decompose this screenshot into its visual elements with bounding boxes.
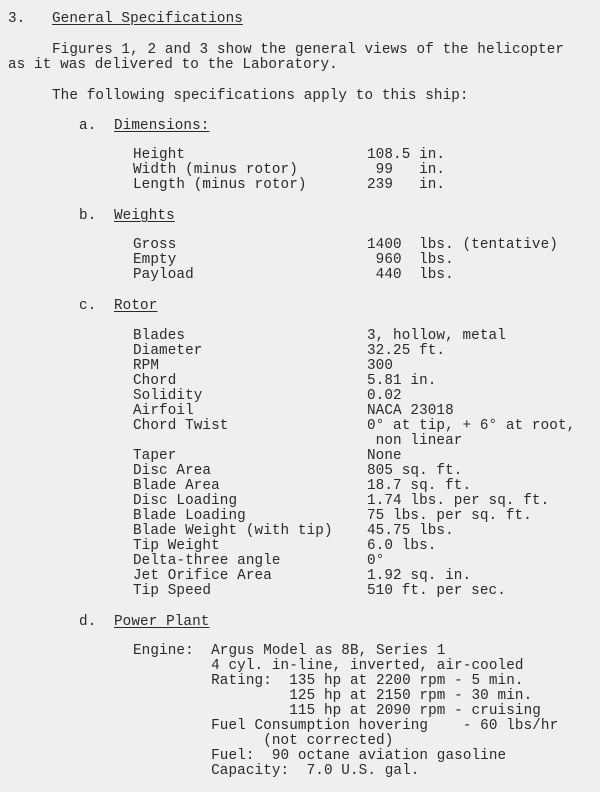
spec-label: Tip Weight <box>133 538 220 554</box>
rotor-heading: Rotor <box>114 298 158 314</box>
spec-value: 5.81 in. <box>367 373 437 389</box>
power-plant-heading: Power Plant <box>114 614 210 630</box>
spec-label: Payload <box>133 267 194 283</box>
spec-label: Gross <box>133 237 177 253</box>
spec-label: Blade Weight (with tip) <box>133 523 333 539</box>
weights-letter: b. <box>79 208 97 224</box>
spec-label: Blade Loading <box>133 508 246 524</box>
spec-label: Solidity <box>133 388 203 404</box>
spec-label: RPM <box>133 358 160 374</box>
spec-value: 45.75 lbs. <box>367 523 454 539</box>
rotor-letter: c. <box>79 298 97 314</box>
power-plant-line: Fuel: 90 octane aviation gasoline <box>133 748 507 764</box>
dimensions-heading: Dimensions: <box>114 118 210 134</box>
spec-label: Airfoil <box>133 403 194 419</box>
spec-value: 1.74 lbs. per sq. ft. <box>367 493 550 509</box>
spec-value: 239 in. <box>367 177 446 193</box>
spec-value: 1.92 sq. in. <box>367 568 472 584</box>
spec-label: Tip Speed <box>133 583 212 599</box>
intro-line-2: as it was delivered to the Laboratory. <box>8 57 338 73</box>
spec-value: 0° <box>367 553 385 569</box>
power-plant-line: 115 hp at 2090 rpm - cruising <box>133 703 541 719</box>
spec-value: non linear <box>367 433 463 449</box>
section-title: General Specifications <box>52 11 243 27</box>
spec-value: 510 ft. per sec. <box>367 583 506 599</box>
spec-value: 805 sq. ft. <box>367 463 463 479</box>
spec-value: 32.25 ft. <box>367 343 446 359</box>
spec-label: Empty <box>133 252 177 268</box>
power-plant-line: Engine: Argus Model as 8B, Series 1 <box>133 643 446 659</box>
spec-value: 440 lbs. <box>367 267 454 283</box>
spec-value: 75 lbs. per sq. ft. <box>367 508 532 524</box>
spec-label: Blades <box>133 328 186 344</box>
spec-value: NACA 23018 <box>367 403 454 419</box>
spec-value: 108.5 in. <box>367 147 446 163</box>
spec-label: Chord Twist <box>133 418 229 434</box>
spec-value: 99 in. <box>367 162 446 178</box>
spec-label: Disc Area <box>133 463 212 479</box>
spec-label: Height <box>133 147 186 163</box>
spec-value: 0.02 <box>367 388 402 404</box>
power-plant-line: 4 cyl. in-line, inverted, air-cooled <box>133 658 524 674</box>
dimensions-letter: a. <box>79 118 97 134</box>
spec-label: Delta-three angle <box>133 553 281 569</box>
spec-value: 18.7 sq. ft. <box>367 478 472 494</box>
power-plant-line: Rating: 135 hp at 2200 rpm - 5 min. <box>133 673 524 689</box>
spec-label: Length (minus rotor) <box>133 177 307 193</box>
intro-line-1: Figures 1, 2 and 3 show the general views of the helicopter <box>52 42 565 58</box>
spec-value: None <box>367 448 402 464</box>
power-plant-line: (not corrected) <box>133 733 394 749</box>
spec-value: 300 <box>367 358 394 374</box>
power-plant-line: 125 hp at 2150 rpm - 30 min. <box>133 688 533 704</box>
spec-label: Disc Loading <box>133 493 238 509</box>
spec-label: Diameter <box>133 343 203 359</box>
power-plant-line: Capacity: 7.0 U.S. gal. <box>133 763 420 779</box>
power-plant-letter: d. <box>79 614 97 630</box>
power-plant-line: Fuel Consumption hovering - 60 lbs/hr <box>133 718 559 734</box>
spec-value: 0° at tip, + 6° at root, <box>367 418 576 434</box>
spec-label: Chord <box>133 373 177 389</box>
spec-label: Jet Orifice Area <box>133 568 272 584</box>
weights-heading: Weights <box>114 208 175 224</box>
spec-value: 3, hollow, metal <box>367 328 506 344</box>
intro-line-3: The following specifications apply to this ship: <box>52 88 469 104</box>
spec-label: Taper <box>133 448 177 464</box>
spec-value: 1400 lbs. (tentative) <box>367 237 558 253</box>
spec-value: 6.0 lbs. <box>367 538 437 554</box>
spec-label: Width (minus rotor) <box>133 162 298 178</box>
section-number: 3. <box>8 11 26 27</box>
spec-label: Blade Area <box>133 478 220 494</box>
spec-value: 960 lbs. <box>367 252 454 268</box>
